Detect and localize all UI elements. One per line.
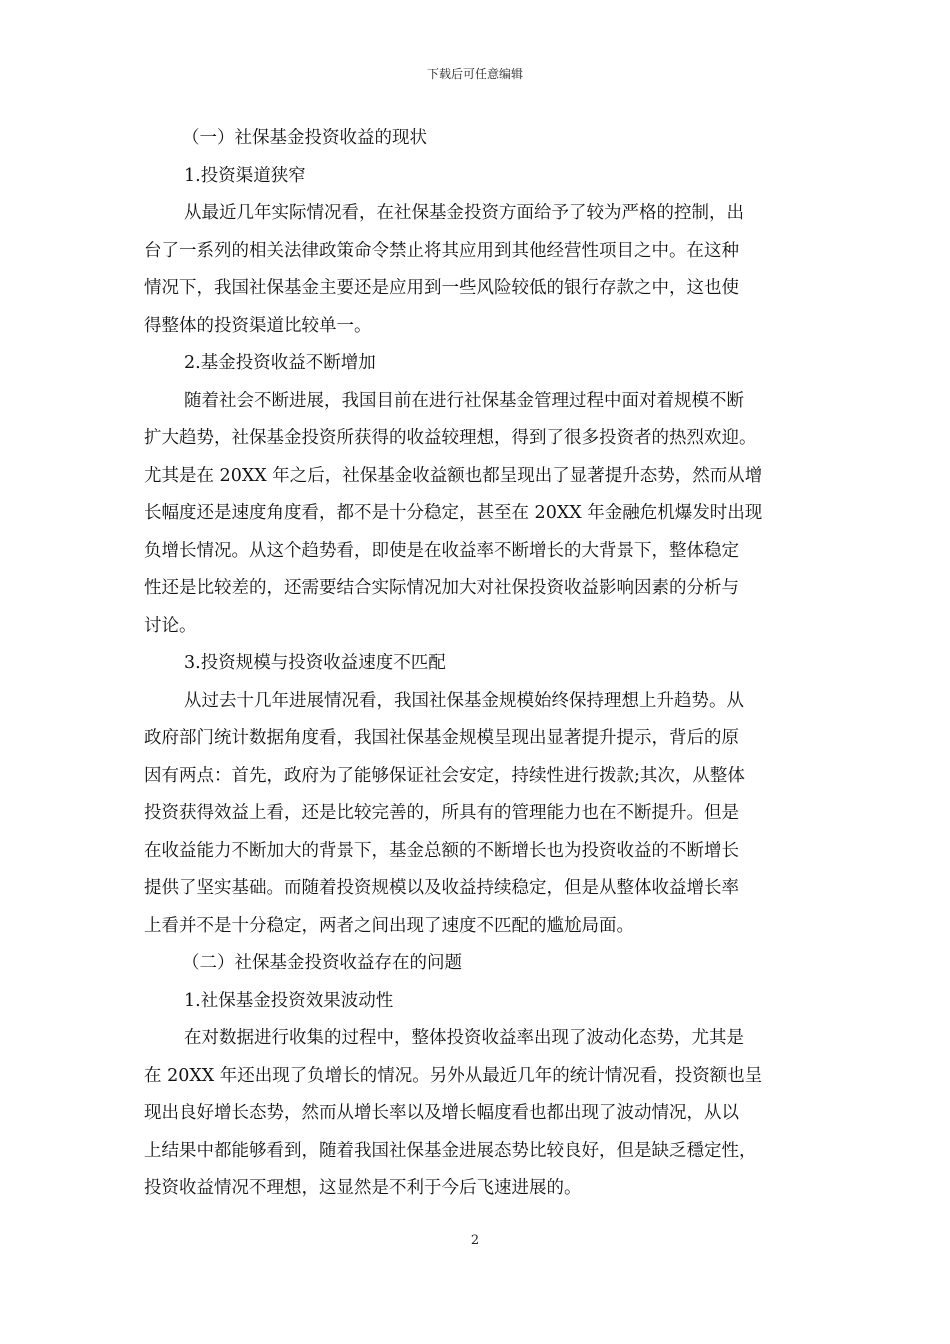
paragraph-line: 因有两点：首先，政府为了能够保证社会安定，持续性进行拨款;其次，从整体 <box>144 765 745 786</box>
paragraph-line: 在收益能力不断加大的背景下，基金总额的不断增长也为投资收益的不断增长 <box>144 840 739 861</box>
paragraph-line: 提供了坚实基础。而随着投资规模以及收益持续稳定，但是从整体收益增长率 <box>144 878 739 898</box>
document-body <box>144 120 808 1208</box>
paragraph-line: 上结果中都能够看到，随着我国社保基金进展态势比较良好，但是缺乏穩定性， <box>144 1140 757 1161</box>
paragraph-line: 从过去十几年进展情况看，我国社保基金规模始终保持理想上升趋势。从 <box>184 690 744 711</box>
page-header: 下载后可任意编辑 <box>426 67 523 81</box>
section-heading: （二）社保基金投资收益存在的问题 <box>182 953 462 973</box>
paragraph-line: 在对数据进行收集的过程中，整体投资收益率出现了波动化态势，尤其是 <box>184 1028 744 1048</box>
paragraph-line: 负增长情况。从这个趋势看，即使是在收益率不断增长的大背景下，整体稳定 <box>144 540 739 561</box>
paragraph-line: 情况下，我国社保基金主要还是应用到一些风险较低的银行存款之中，这也使 <box>144 278 739 298</box>
paragraph-line: 尤其是在 20XX 年之后，社保基金收益额也都呈现出了显著提升态势，然而从增 <box>144 465 763 486</box>
paragraph-line: 从最近几年实际情况看，在社保基金投资方面给予了较为严格的控制，出 <box>184 203 744 223</box>
paragraph-line: 台了一系列的相关法律政策命令禁止将其应用到其他经营性项目之中。在这种 <box>144 240 739 261</box>
paragraph-line: 扩大趋势，社保基金投资所获得的收益较理想，得到了很多投资者的热烈欢迎。 <box>144 428 757 448</box>
paragraph-line: 长幅度还是速度角度看，都不是十分稳定，甚至在 20XX 年金融危机爆发时出现 <box>144 503 763 523</box>
paragraph-line: 政府部门统计数据角度看，我国社保基金规模呈现出显著提升提示，背后的原 <box>144 728 739 748</box>
paragraph-line: 讨论。 <box>144 615 197 636</box>
subsection-heading: 2.基金投资收益不断增加 <box>184 353 376 373</box>
paragraph-line: 性还是比较差的，还需要结合实际情况加大对社保投资收益影响因素的分析与 <box>144 578 739 598</box>
paragraph-line: 随着社会不断进展，我国目前在进行社保基金管理过程中面对着规模不断 <box>184 390 744 411</box>
subsection-heading: 1.社保基金投资效果波动性 <box>184 990 394 1011</box>
page-number: 2 <box>470 1233 480 1248</box>
paragraph-line: 现出良好增长态势，然而从增长率以及增长幅度看也都出现了波动情况，从以 <box>144 1103 739 1123</box>
paragraph-line: 在 20XX 年还出现了负增长的情况。另外从最近几年的统计情况看，投资额也呈 <box>144 1065 763 1086</box>
paragraph-line: 投资获得效益上看，还是比较完善的，所具有的管理能力也在不断提升。但是 <box>144 803 739 823</box>
subsection-heading: 3.投资规模与投资收益速度不匹配 <box>184 653 446 673</box>
section-heading: （一）社保基金投资收益的现状 <box>182 128 427 148</box>
paragraph-line: 得整体的投资渠道比较单一。 <box>144 315 372 336</box>
subsection-heading: 1.投资渠道狭窄 <box>184 165 306 186</box>
paragraph-line: 上看并不是十分稳定，两者之间出现了速度不匹配的尴尬局面。 <box>144 915 634 936</box>
paragraph-line: 投资收益情况不理想，这显然是不利于今后飞速进展的。 <box>144 1178 582 1198</box>
